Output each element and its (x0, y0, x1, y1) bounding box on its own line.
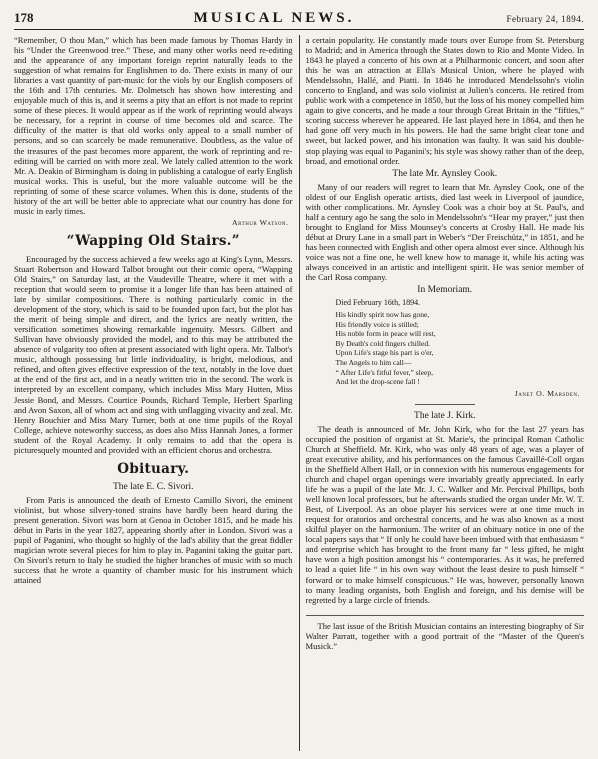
sivori-paragraph: From Paris is announced the death of Ernesto Camillo Sivori, the eminent violinist, but whose silvery-toned strains have hardly been heard during the present generation. Sivori was born at Genoa in October 1815, and he made his début in Paris in the year 1827, appearing shortly after in London. Sivori was a pupil of Paganini, who thought so highly of the lad's ability that the great fiddler magician wrote several pieces for him to play in. Paganini taking the guitar part. On Sivori's return to Italy he studied the higher branches of music with so much success that he wrote a quantity of chamber music for his instrument which attained (14, 494, 293, 586)
poem-dateline: Died February 16th, 1894. (335, 298, 421, 308)
masthead-title: MUSICAL NEWS. (193, 10, 355, 26)
cook-subheading: The late Mr. Aynsley Cook. (392, 168, 498, 179)
columns (14, 35, 584, 751)
poem-signature: Janet O. Marsden. (514, 388, 580, 398)
poem-line: The Angels to him call— (335, 358, 412, 368)
sivori-continued-paragraph: a certain popularity. He constantly made tours over Europe from St. Petersburg to Madrid; and in America through the States down to Rio and Monte Video. In 1843 he played a concerto of his own at a Philharmonic concert, and soon after this he was an attraction at Ella's Musical Union, where he played with Mendelssohn, Hallé, and Piatti. In 1846 he introduced Mendelssohn's violin concerto to England, and was solo violinist at Julien's concerts. He retired from public work with a competence in 1850, but the loss of his money compelled him again to give concerts, and he made a tour through Great Britain in the “fifties,” scoring success wherever he appeared. He last played here in 1864, and then he had gone off very much in his powers. He had the same bright clear tone and sweet, but lacked power, and his intonation was faulty. It was said his double-stop playing was equal to Paganini's; his style was showy rather than of the deep, broad, and emotional order. (305, 35, 584, 166)
page-number: 178 (14, 10, 34, 25)
poem-line: His friendly voice is stilled; (335, 319, 419, 329)
memorial-poem (336, 298, 585, 387)
poem-line: His kindly spirit now has gone, (335, 310, 430, 320)
poem-line: His noble form in peace will rest, (335, 329, 436, 339)
page-header (14, 10, 584, 26)
column-divider (299, 35, 300, 751)
closing-note: The last issue of the British Musician contains an interesting biography of Sir Walter Parratt, together with a good portrait of the “Master of the Queen's Musick.” (305, 620, 584, 651)
intro-paragraph: “Remember, O thou Man,” which has been made famous by Thomas Hardy in his “Under the Greenwood tree.” These, and many other works need re-editing and the appearance of any important foreign reprint naturally leads to the suggestion of what remains for Englishmen to do. There exists in many of our libraries a vast quantity of part-music for the viols by our English composers of the 16th and 17th centuries. Mr. Dolmetsch has shown how interesting and enjoyable much of this is, and it seems a pity that an effort is not made to reprint some of these pieces. It would appear as if the work of reprinting would always be necessary, for a reprint in course of time becomes old and scarce. The difficulty of the matter is that old works only appeal to a small number of persons, and so can scarcely be made remunerative. Doubtless, as the value of the treasures of the past becomes more apparent, the work of reprinting and re-editing will be carried on with more zeal. We lately called attention to the work Mr. A. Deakin of Birmingham is doing in publishing a catalogue of early English musical works. This is useful, but the more valuable outcome will be the reprinting of some of these scarce volumes. When this is done, students of the history of the art will be better able to appreciate what our country has done for music in early times. (14, 35, 293, 216)
wapping-old-stairs-heading: “Wapping Old Stairs.” (66, 232, 240, 249)
article-signature: Arthur Watson. (231, 217, 289, 227)
poem-line: And let the drop-scene fall ! (335, 377, 420, 387)
obituary-heading: Obituary. (117, 460, 190, 477)
poem-line: “ After Life's fitful fever,” sleep, (335, 367, 433, 377)
sivori-subheading: The late E. C. Sivori. (113, 481, 194, 492)
kirk-subheading: The late J. Kirk. (414, 410, 476, 421)
memoriam-subheading: In Memoriam. (417, 285, 473, 296)
note-rule (306, 615, 585, 616)
issue-date: February 24, 1894. (506, 14, 584, 24)
section-rule (415, 404, 475, 405)
kirk-paragraph: The death is announced of Mr. John Kirk, who for the last 27 years has occupied the position of organist at St. Marie's, the principal Roman Catholic Church at Sheffield. Mr. Kirk, who was only 48 years of age, was a player of great executive ability, and his performances on the famous Cavaillé-Coll organ in the Sheffield Albert Hall, or in connexion with his numerous engagements for church and chapel organ openings were invariably greatly appreciated. In early life he was a pupil of the late Mr. J. C. Walker and Mr. Percival Phillips, both well known local professors, but he afterwards studied the organ under Mr. W. T. Best, of Liverpool. As an oboe player his services were at one time much in request for oratorios and orchestral concerts, and he was also known as a most skilful player on the harmonium. The writer of an obituary notice in one of the local papers says that “ If only he could have been imbued with that enthusiasm “ and enterprise which has brought to the front many far “ less gifted, he might have won a high position amongst his “ contemporaries. As it was, he preferred to lead a quiet life “ in his own way without the least desire to push himself “ forward or to make himself conspicuous.” He was, however, personally known to many leading organists, both English and foreign, and his demise will be regretted by a large circle of friends. (305, 423, 584, 605)
cook-paragraph: Many of our readers will regret to learn that Mr. Aynsley Cook, one of the oldest of our English operatic artists, died last week in Liverpool of jaundice, with other complications. Mr. Aynsley Cook was a choir boy at St. Paul's, and half a century ago he sang the solo in Mendelssohn's “Hear my prayer,” just then brought to England for Miss Mounsey's concerts at Crosby Hall. He made his début at Drury Lane in a small part in Weber's “Der Freischütz,” in 1851, and he has been connected with English and other opera almost ever since. Although his voice was not a fine one, he well knew how to manage it, while his acting was always conceived in an artistic and intelligent spirit. He was senior member of the Carl Rosa company. (305, 181, 584, 283)
wapping-review-paragraph: Encouraged by the success achieved a few weeks ago at King's Lynn, Messrs. Stuart Robertson and Howard Talbot brought out their comic opera, “Wapping Old Stairs,” on Saturday last, at the Vaudeville Theatre, where it met with a reception that would seem to promise it a longer life than has been attained of late by similar compositions. There is nothing particularly comic in the development of the story, which is said to be founded upon fact, but the plot has the merit of being simple and direct, and the lyrics are neatly written, the versification sometimes showing remarkable ingenuity. Messrs. Gilbert and Sullivan have obviously provided the model, and to this may be attributed the absence of vulgarity too often at present associated with light opera. Mr. Talbot's music, although possessing but little individuality, is bright, melodious, and refined, and often gives effective expression of the text, notably in the love duet at the end of the first act, and in a neatly written trio in the second. The work is interpreted by an excellent company, which includes Miss Mary Hutten, Miss Jessie Bond, and Messrs. Courtice Pounds, Richard Temple, Herbert Sparling and Avon Saxon, all of whom act and sing with unflagging vivacity and zeal. Mr. Henry Bouchier and Miss Mary Turner, both at one time pupils of the Royal College, achieve noteworthy success, as does also Miss Hannah Jones, a former student of the Royal Academy. It only remains to add that the opera is picturesquely mounted and provided with an efficient chorus and orchestra. (14, 253, 293, 455)
poem-line: Upon Life's stage his part is o'er, (335, 348, 434, 358)
header-rule (14, 29, 584, 30)
left-column (14, 35, 293, 751)
right-column (306, 35, 585, 751)
poem-line: By Death's cold fingers chilled. (335, 338, 430, 348)
